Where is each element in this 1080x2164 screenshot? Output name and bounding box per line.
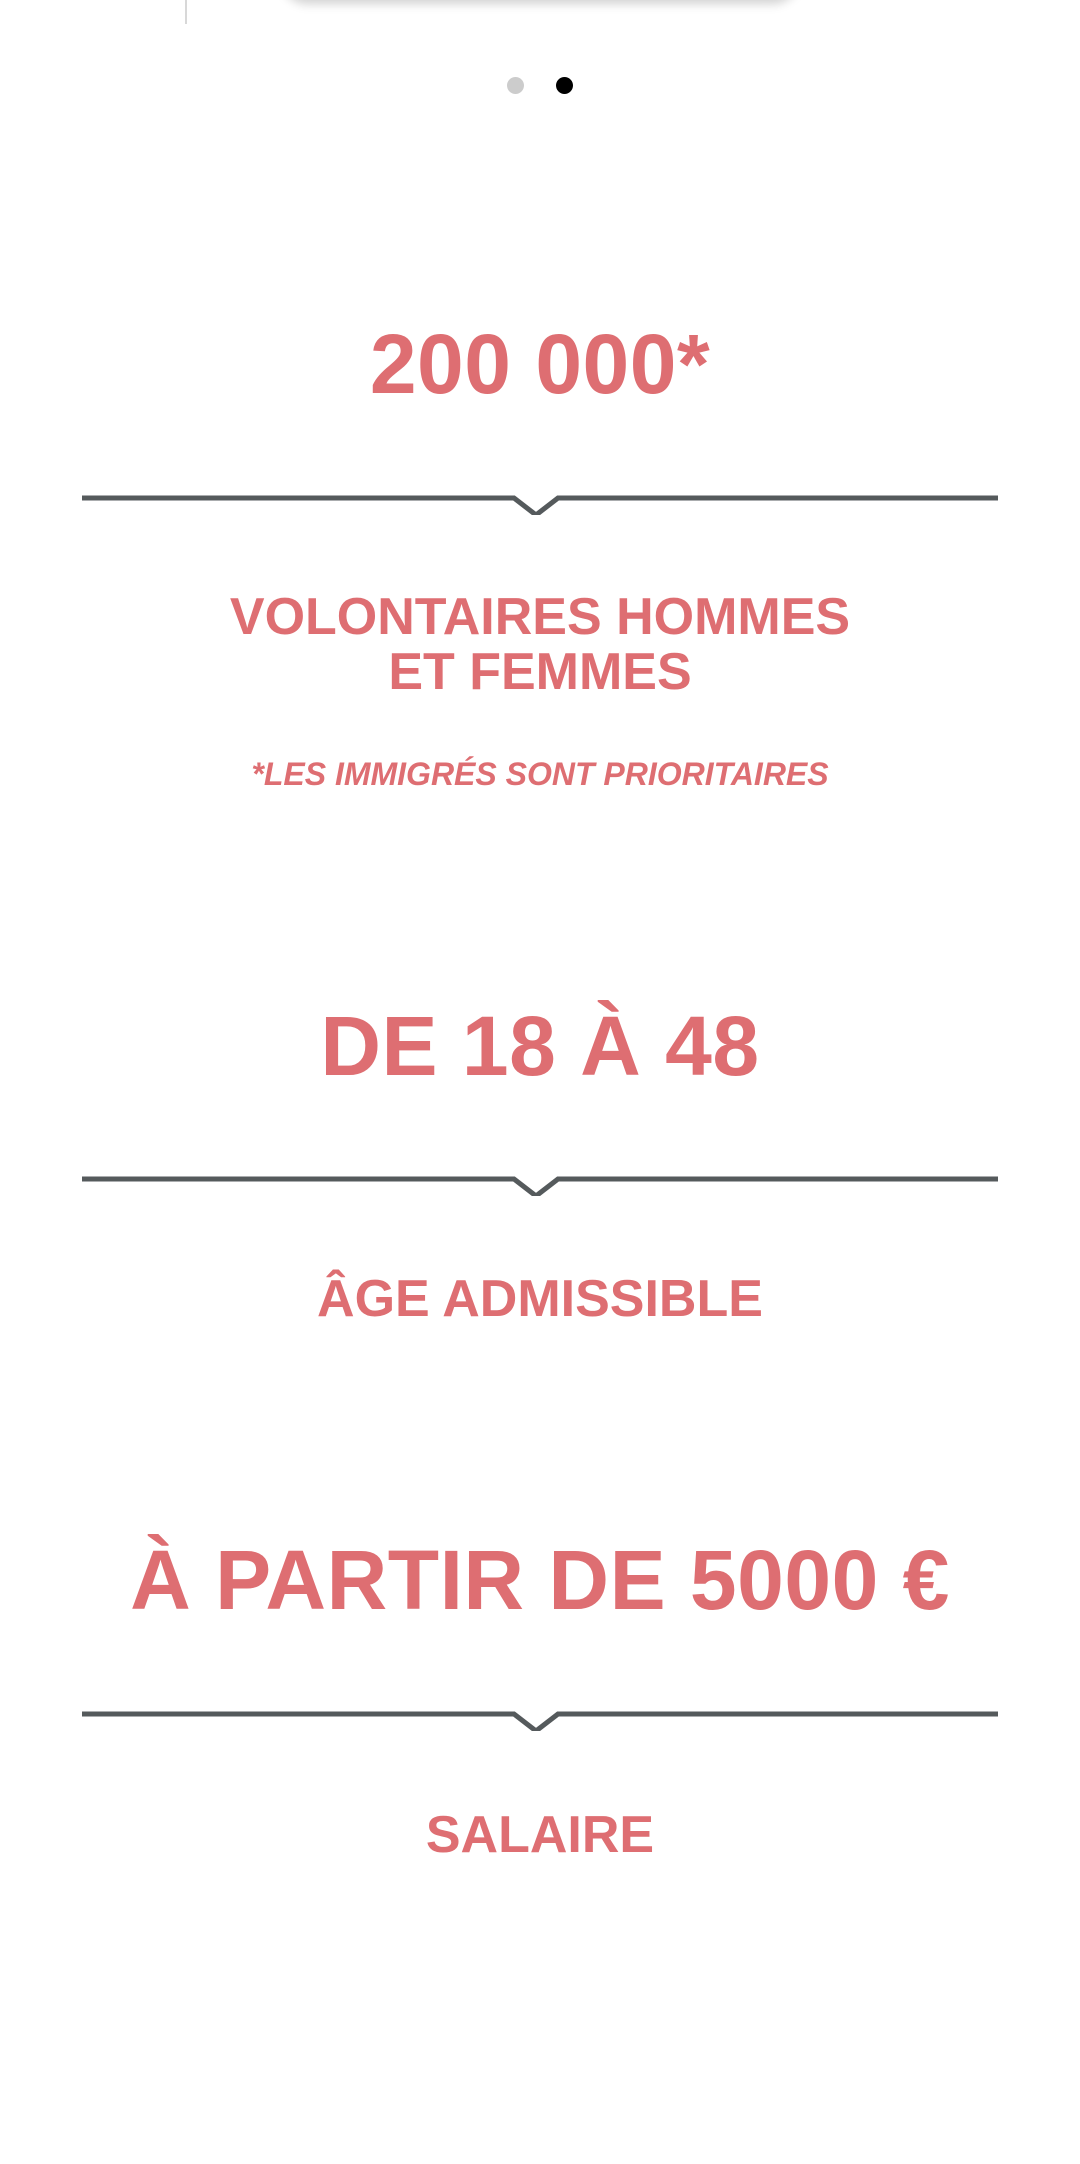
page-dot-2[interactable] [556,77,573,94]
stat-value-salary: À PARTIR DE 5000 € [130,1533,950,1627]
stat-value-age: DE 18 À 48 [320,999,760,1093]
stat-value-volunteers: 200 000* [369,317,711,411]
stat-label-volunteers [0,590,1080,699]
section-divider [82,1701,998,1731]
section-divider [82,485,998,515]
stat-label-salary: SALAIRE [425,1806,655,1864]
page-dot-1[interactable] [507,77,524,94]
section-divider [82,1166,998,1196]
carousel-edge-line [185,0,187,24]
stat-label-line-1: VOLONTAIRES HOMMES [229,588,851,646]
stat-label-line-2: ET FEMMES [388,642,692,701]
carousel-pagination [0,77,1080,94]
stat-label-age: ÂGE ADMISSIBLE [317,1270,763,1328]
stat-note-priority: *LES IMMIGRÉS SONT PRIORITAIRES [251,756,829,792]
